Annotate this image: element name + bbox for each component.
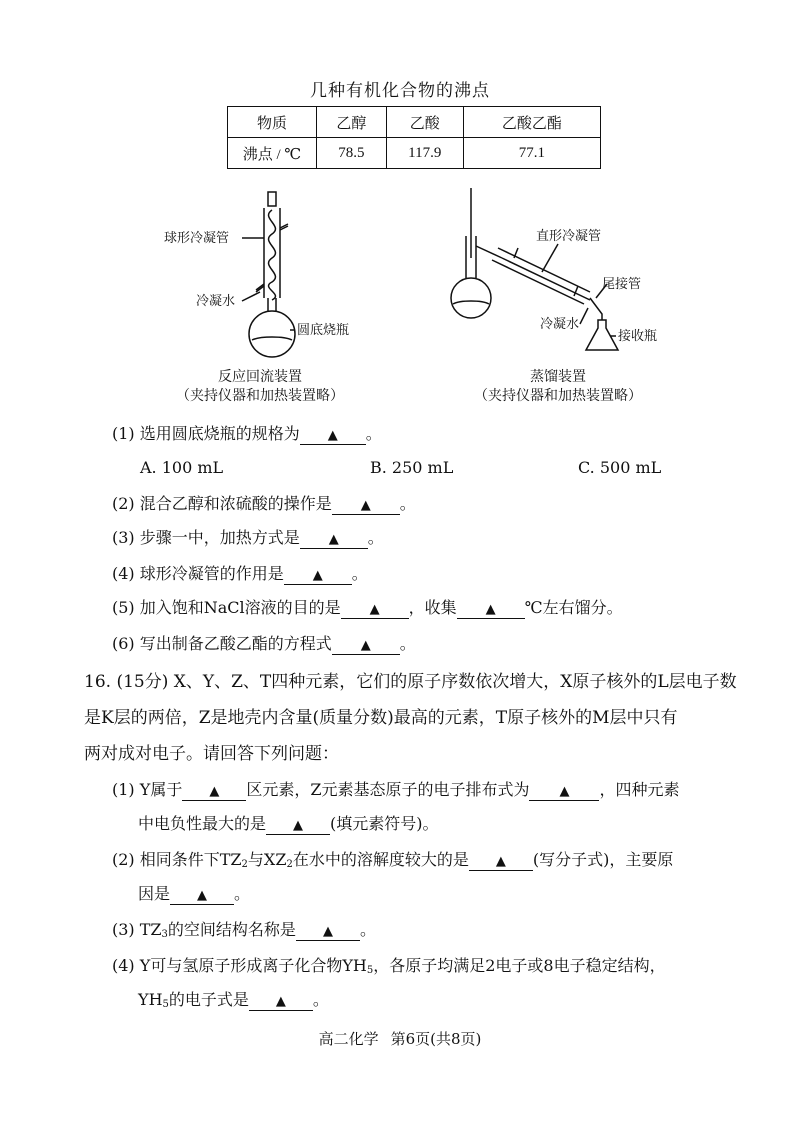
- leader-line: [542, 244, 558, 272]
- leader-line: [242, 292, 260, 301]
- answer-blank[interactable]: ▲: [182, 783, 246, 801]
- distillation-caption-note: （夹持仪器和加热装置略）: [474, 388, 642, 404]
- label-adapter: 尾接管: [602, 277, 642, 292]
- label-cooling-water: 冷凝水: [196, 294, 236, 309]
- table-substance: 乙酸乙酯: [463, 107, 600, 138]
- answer-blank[interactable]: ▲: [300, 531, 368, 549]
- coil-icon: [269, 210, 276, 300]
- answer-blank[interactable]: ▲: [296, 923, 360, 941]
- q16-part3: (3) $TZ_3$的空间结构名称是 ▲ 。: [112, 920, 376, 940]
- table-substance: 乙酸: [386, 107, 463, 138]
- table-cell: 77.1: [463, 138, 600, 169]
- answer-blank[interactable]: ▲: [469, 853, 533, 871]
- answer-blank[interactable]: ▲: [529, 783, 599, 801]
- label-receiving-flask: 接收瓶: [618, 329, 658, 344]
- answer-blank[interactable]: ▲: [332, 637, 400, 655]
- table-cell: 78.5: [317, 138, 387, 169]
- q16-part1-cont: 中电负性最大的是 ▲ (填元素符号)。: [138, 814, 439, 833]
- boiling-point-table: [227, 106, 601, 169]
- footer-subject: 高二化学: [318, 1030, 379, 1048]
- footer-page-number: 第6页(共8页): [390, 1030, 482, 1048]
- q16-part1: (1) Y属于 ▲ 区元素，Z元素基态原子的电子排布式为 ▲ ，四种元素: [112, 780, 680, 799]
- answer-blank[interactable]: ▲: [457, 601, 525, 619]
- table-title: 几种有机化合物的沸点: [310, 81, 490, 101]
- option-a: A. 100 mL: [140, 458, 224, 477]
- adapter-icon: [590, 298, 602, 320]
- q16-part4: (4) Y可与氢原子形成离子化合物$YH_5$，各原子均满足2电子或8电子稳定结构，: [112, 956, 666, 976]
- q16-intro-line1: 16. (15分) X、Y、Z、T四种元素，它们的原子序数依次增大，X原子核外的L层电子数: [84, 672, 737, 692]
- page-footer: [0, 1028, 800, 1049]
- table-header-label: 物质: [228, 107, 317, 138]
- distillation-apparatus-diagram: [440, 186, 670, 366]
- reflux-caption-note: （夹持仪器和加热装置略）: [176, 388, 344, 404]
- option-c: C. 500 mL: [578, 458, 662, 477]
- table-header-row: [228, 107, 601, 138]
- flask-neck: [268, 298, 276, 312]
- answer-blank[interactable]: ▲: [341, 601, 409, 619]
- reflux-apparatus-diagram: [160, 188, 360, 368]
- q16-part2: (2) 相同条件下$TZ_2$与$XZ_2$在水中的溶解度较大的是 ▲ (写分子式)，主要原: [112, 850, 674, 870]
- option-b: B. 250 mL: [370, 458, 454, 477]
- reflux-caption: [160, 368, 360, 406]
- answer-blank[interactable]: ▲: [249, 993, 313, 1011]
- q16-part4-cont: $YH_5$的电子式是 ▲ 。: [138, 990, 329, 1010]
- answer-blank[interactable]: ▲: [332, 497, 400, 515]
- water-ports: [514, 248, 578, 296]
- q16-intro-line3: 两对成对电子。请回答下列问题：: [84, 744, 339, 764]
- answer-blank[interactable]: ▲: [266, 817, 330, 835]
- label-spherical-condenser: 球形冷凝管: [164, 231, 230, 246]
- q15-part5: (5) 加入饱和NaCl溶液的目的是 ▲ ，收集 ▲ ℃左右馏分。: [112, 598, 623, 617]
- distilling-flask-icon: [451, 278, 491, 318]
- round-bottom-flask-icon: [249, 311, 295, 357]
- table-cell: 117.9: [386, 138, 463, 169]
- distillation-caption: [458, 368, 658, 406]
- water-outlet: [280, 224, 288, 230]
- answer-blank[interactable]: ▲: [300, 427, 366, 445]
- answer-blank[interactable]: ▲: [170, 887, 234, 905]
- stopper-icon: [268, 192, 276, 206]
- q15-part1: (1) 选用圆底烧瓶的规格为 ▲ 。: [112, 424, 382, 443]
- table-substance: 乙醇: [317, 107, 387, 138]
- reflux-caption-title: 反应回流装置: [218, 369, 302, 385]
- receiving-flask-icon: [586, 320, 618, 350]
- distillation-caption-title: 蒸馏装置: [530, 369, 586, 385]
- q15-part2: (2) 混合乙醇和浓硫酸的操作是 ▲ 。: [112, 494, 416, 513]
- q16-part2-cont: 因是 ▲ 。: [138, 884, 251, 903]
- q15-part3: (3) 步骤一中，加热方式是 ▲ 。: [112, 528, 384, 547]
- water-inlet: [256, 284, 264, 292]
- label-round-bottom-flask: 圆底烧瓶: [297, 323, 350, 338]
- q15-part6: (6) 写出制备乙酸乙酯的方程式 ▲ 。: [112, 634, 416, 653]
- q16-intro-line2: 是K层的两倍，Z是地壳内含量(质量分数)最高的元素，T原子核外的M层中只有: [84, 708, 678, 728]
- leader-line: [580, 308, 588, 324]
- label-cooling-water: 冷凝水: [540, 317, 580, 332]
- table-data-row: [228, 138, 601, 169]
- q15-part4: (4) 球形冷凝管的作用是 ▲ 。: [112, 564, 368, 583]
- answer-blank[interactable]: ▲: [284, 567, 352, 585]
- table-row-label: 沸点 / ℃: [228, 138, 317, 169]
- label-straight-condenser: 直形冷凝管: [536, 229, 602, 244]
